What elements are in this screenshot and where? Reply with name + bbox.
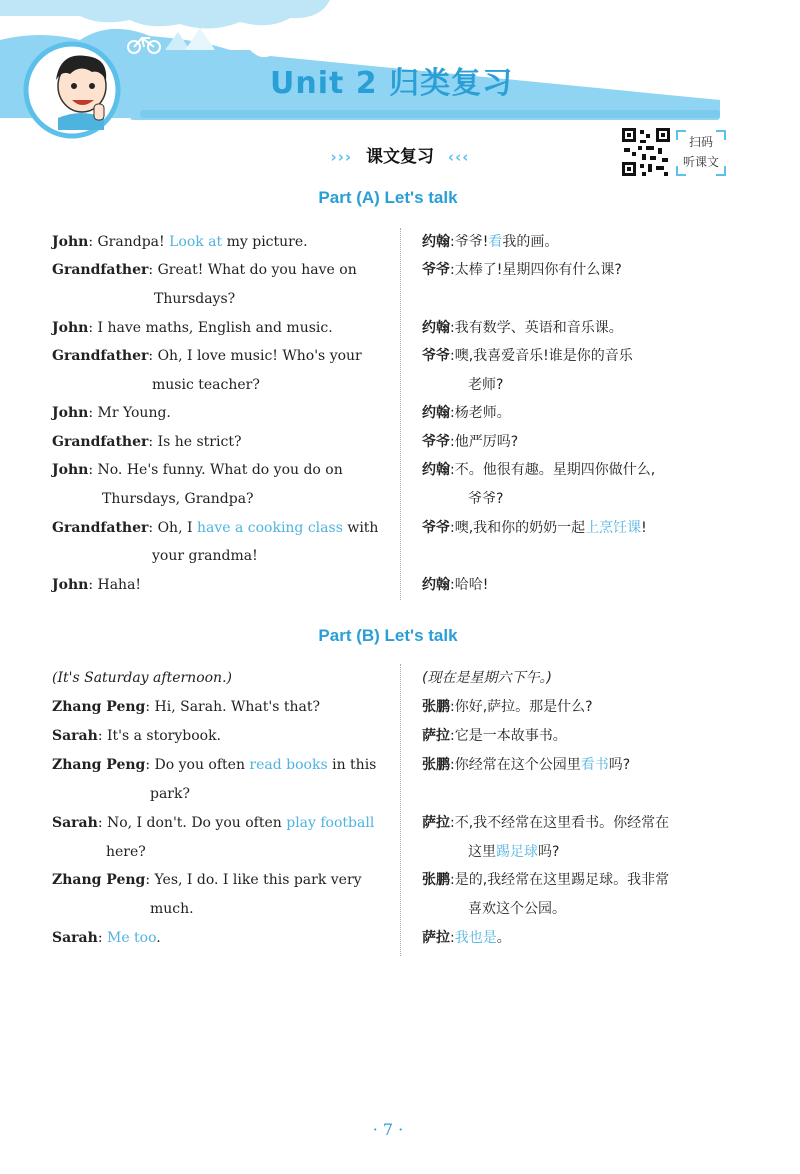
part-b-en-line-6: Sarah: Me too. (52, 930, 161, 946)
part-b-en-line-3-cont: park? (150, 786, 190, 802)
scan-label-line2: 听课文 (682, 155, 719, 169)
scan-label-line1: 扫码 (688, 135, 713, 149)
part-b-en-line-3: Zhang Peng: Do you often read books in this (52, 757, 377, 773)
part-b-cn-line-3: 张鹏:你经常在这个公园里看书吗? (422, 757, 631, 773)
left-arrows: ››› (330, 148, 353, 166)
part-a-divider (400, 228, 401, 600)
part-b-cn-line-6: 萨拉:我也是。 (422, 930, 511, 946)
part-a-cn-line-7-cont: 爷爷? (468, 491, 504, 507)
part-b-cn-line-4-cont: 这里踢足球吗? (468, 844, 560, 860)
part-a-en-line-6: Grandfather: Is he strict? (52, 434, 242, 450)
part-b-divider (400, 664, 401, 956)
part-a-cn-line-3: 约翰:我有数学、英语和音乐课。 (422, 320, 623, 336)
part-a-cn-line-4-cont: 老师? (468, 377, 504, 393)
unit-title: Unit 2 归类复习 (270, 66, 514, 101)
part-b-cn-line-5-cont: 喜欢这个公园。 (468, 901, 566, 917)
part-b-en-line-2: Sarah: It's a storybook. (52, 728, 222, 744)
part-a-en-line-2: Grandfather: Great! What do you have on (52, 262, 357, 278)
part-a-cn-line-5: 约翰:杨老师。 (422, 405, 511, 421)
part-a-en-line-4: Grandfather: Oh, I love music! Who's your (52, 348, 362, 364)
part-a-cn-line-6: 爷爷:他严厉吗? (422, 434, 519, 450)
part-a-cn-line-8: 爷爷:噢,我和你的奶奶一起上烹饪课! (422, 520, 647, 536)
part-a-cn-line-1: 约翰:爷爷!看我的画。 (422, 234, 559, 250)
part-b-en-line-5-cont: much. (150, 901, 194, 917)
part-a-en-line-8: Grandfather: Oh, I have a cooking class with (52, 520, 379, 536)
part-b-cn-line-2: 萨拉:它是一本故事书。 (422, 728, 567, 744)
part-b-en-line-4-cont: here? (106, 844, 146, 860)
part-a-cn-line-2: 爷爷:太棒了!星期四你有什么课? (422, 262, 622, 278)
part-a-cn-line-7: 约翰:不。他很有趣。星期四你做什么, (422, 462, 656, 478)
part-a-cn-line-9: 约翰:哈哈! (422, 577, 489, 593)
part-b-cn-line-4: 萨拉:不,我不经常在这里看书。你经常在 (422, 815, 670, 831)
part-a-en-line-8-cont: your grandma! (152, 548, 258, 564)
right-arrows: ‹‹‹ (447, 148, 470, 166)
section-title: 课文复习 (366, 147, 434, 167)
qr-code-icon[interactable] (622, 128, 670, 176)
part-b-en-line-4: Sarah: No, I don't. Do you often play football (52, 815, 375, 831)
part-b-en-line-1: Zhang Peng: Hi, Sarah. What's that? (52, 699, 320, 715)
part-a-en-line-7: John: No. He's funny. What do you do on (52, 462, 343, 478)
header-banner (0, 0, 800, 140)
part-a-en-line-7-cont: Thursdays, Grandpa? (102, 491, 254, 507)
part-a-title: Part (A) Let's talk (318, 188, 458, 207)
part-b-cn-intro: (现在是星期六下午。) (422, 670, 552, 686)
part-a-en-line-2-cont: Thursdays? (154, 291, 236, 307)
part-a-en-line-9: John: Haha! (52, 577, 142, 593)
part-a-en-line-5: John: Mr Young. (52, 405, 171, 421)
scan-to-listen-label[interactable] (676, 130, 726, 176)
part-b-en-intro: (It's Saturday afternoon.) (52, 670, 232, 686)
page-number: · 7 · (372, 1120, 404, 1139)
part-b-en-line-5: Zhang Peng: Yes, I do. I like this park very (52, 872, 362, 888)
boy-mascot-icon (26, 44, 118, 136)
part-b-title: Part (B) Let's talk (318, 626, 458, 645)
part-a-en-line-1: John: Grandpa! Look at my picture. (52, 234, 308, 250)
part-a-en-line-4-cont: music teacher? (152, 377, 260, 393)
part-a-en-line-3: John: I have maths, English and music. (52, 320, 333, 336)
part-a-cn-line-4: 爷爷:噢,我喜爱音乐!谁是你的音乐 (422, 348, 633, 364)
part-b-cn-line-5: 张鹏:是的,我经常在这里踢足球。我非常 (422, 872, 670, 888)
part-b-cn-line-1: 张鹏:你好,萨拉。那是什么? (422, 699, 593, 715)
